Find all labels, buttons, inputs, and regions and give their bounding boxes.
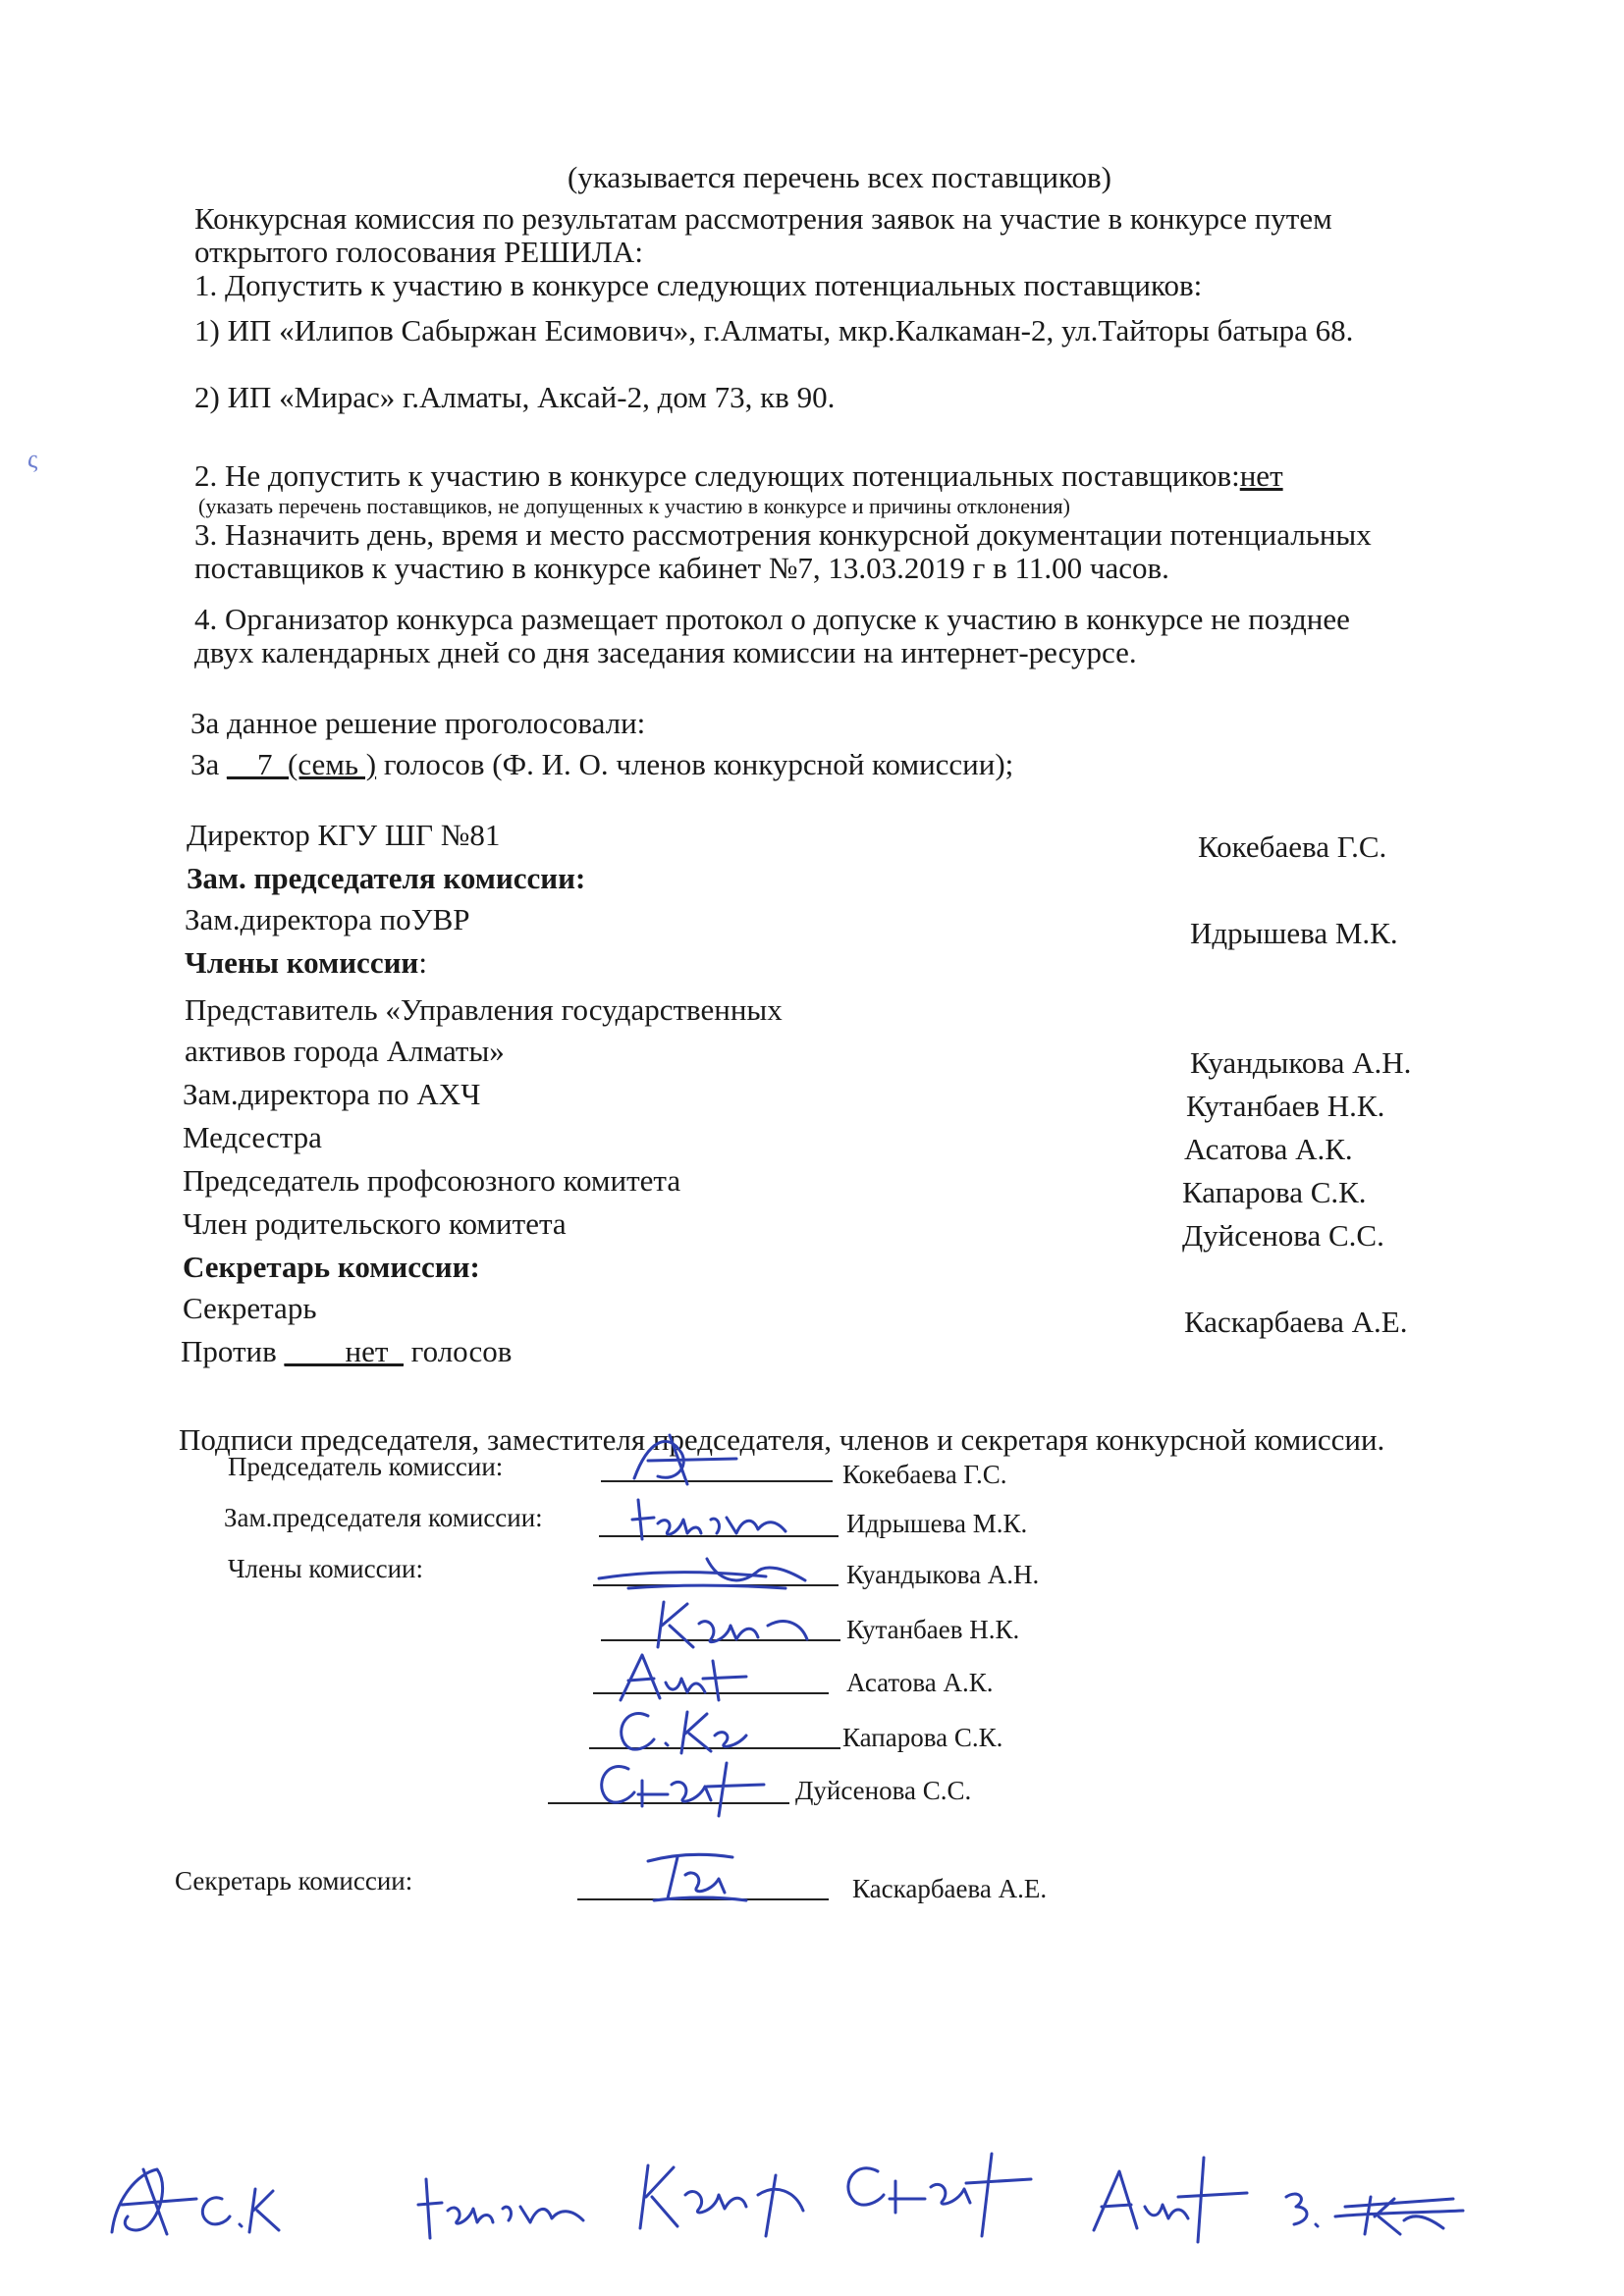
secretary-position: Секретарь <box>183 1291 317 1325</box>
member-1-position-line-1: Представитель «Управления государственных <box>185 992 783 1027</box>
bottom-initials-signature-3 <box>628 2156 825 2244</box>
sig-member-2-name: Кутанбаев Н.К. <box>846 1615 1020 1644</box>
chair-signature <box>628 1431 746 1490</box>
member-4-name: Капарова С.К. <box>1182 1175 1367 1209</box>
sig-member-4-name: Капарова С.К. <box>842 1723 1003 1752</box>
members-heading: Члены комиссии <box>185 945 419 980</box>
against-suffix: голосов <box>403 1334 513 1368</box>
vote-for-prefix: За <box>190 747 228 781</box>
member-1-position-line-2: активов города Алматы» <box>185 1034 505 1068</box>
chair-position: Директор КГУ ШГ №81 <box>187 818 501 852</box>
margin-mark: ς <box>27 445 38 473</box>
item-1-title: 1. Допустить к участию в конкурсе следующих потенциальных поставщиков: <box>194 268 1203 302</box>
chair-name: Кокебаева Г.С. <box>1198 829 1387 864</box>
member-4-position: Председатель профсоюзного комитета <box>183 1163 681 1198</box>
bottom-initials-signature-1 <box>98 2160 295 2248</box>
member-3-position: Медсестра <box>183 1120 322 1154</box>
sig-chair-label: Председатель комиссии: <box>228 1452 504 1481</box>
item-4-line-1: 4. Организатор конкурса размещает протокол о допуске к участию в конкурсе не позднее <box>194 602 1350 636</box>
deputy-position: Зам.директора поУВР <box>185 902 470 936</box>
item-3-line-1: 3. Назначить день, время и место рассмотрения конкурсной документации потенциальных <box>194 517 1372 552</box>
sig-chair-name: Кокебаева Г.С. <box>842 1460 1007 1489</box>
sig-member-3-name: Асатова А.К. <box>846 1668 994 1697</box>
member-2-name: Кутанбаев Н.К. <box>1186 1089 1385 1123</box>
members-heading-line <box>185 944 427 981</box>
sig-secretary-name: Каскарбаева А.Е. <box>852 1874 1048 1903</box>
member-3-name: Асатова А.К. <box>1184 1132 1353 1166</box>
item-2-note: (указать перечень поставщиков, не допущенных к участию в конкурсе и причины отклонения) <box>198 494 1070 518</box>
against-prefix: Против <box>181 1334 285 1368</box>
sig-secretary-label: Секретарь комиссии: <box>175 1866 413 1896</box>
sig-member-5-name: Дуйсенова С.С. <box>795 1776 972 1805</box>
member-5-position: Член родительского комитета <box>183 1206 567 1241</box>
member-5-name: Дуйсенова С.С. <box>1182 1218 1384 1253</box>
vote-title: За данное решение проголосовали: <box>190 706 646 740</box>
secretary-signature <box>638 1847 756 1906</box>
member-3-signature <box>609 1649 766 1708</box>
member-2-position: Зам.директора по АХЧ <box>183 1077 481 1111</box>
member-2-signature <box>648 1596 815 1655</box>
bottom-initials-signature-4 <box>835 2144 1051 2242</box>
sig-member-1-name: Куандыкова А.Н. <box>846 1560 1040 1589</box>
deputy-name: Идрышева М.К. <box>1190 916 1398 950</box>
item-3-line-2: поставщиков к участию в конкурсе кабинет №7, 13.03.2019 г в 11.00 часов. <box>194 551 1169 585</box>
member-4-signature <box>609 1702 776 1761</box>
item-2-line <box>194 457 1283 494</box>
bottom-initials-signature-2 <box>412 2169 599 2248</box>
against-line <box>181 1333 512 1369</box>
bottom-initials-signature-6 <box>1276 2177 1473 2246</box>
vote-for-suffix: голосов (Ф. И. О. членов конкурсной комиссии); <box>376 747 1014 781</box>
deputy-signature <box>628 1490 805 1549</box>
member-5-signature <box>589 1755 785 1824</box>
vote-for-count: __7_(семь ) <box>227 747 377 781</box>
item-4-line-2: двух календарных дней со дня заседания комиссии на интернет-ресурсе. <box>194 635 1137 669</box>
intro-line-2: открытого голосования РЕШИЛА: <box>194 235 643 269</box>
secretary-name: Каскарбаева А.Е. <box>1184 1305 1408 1339</box>
member-1-name: Куандыкова А.Н. <box>1190 1045 1412 1080</box>
item-2-prefix: 2. Не допустить к участию в конкурсе следующих потенциальных поставщиков: <box>194 458 1240 493</box>
sig-deputy-name: Идрышева М.К. <box>846 1509 1028 1538</box>
intro-line-1: Конкурсная комиссия по результатам рассмотрения заявок на участие в конкурсе путем <box>194 201 1332 236</box>
vote-for-line <box>190 746 1013 782</box>
against-value: ____нет_ <box>284 1334 404 1368</box>
deputy-heading: Зам. председателя комиссии: <box>187 861 586 895</box>
signatures-title: Подписи председателя, заместителя председателя, членов и секретаря конкурсной комиссии. <box>179 1422 1385 1457</box>
supplier-2: 2) ИП «Мирас» г.Алматы, Аксай-2, дом 73, кв 90. <box>194 380 836 414</box>
bottom-initials-signature-5 <box>1080 2148 1276 2246</box>
supplier-1: 1) ИП «Илипов Сабыржан Есимович», г.Алматы, мкр.Калкаман-2, ул.Тайторы батыра 68. <box>194 313 1354 347</box>
header-note: (указывается перечень всех поставщиков) <box>568 160 1111 194</box>
members-heading-colon: : <box>418 945 427 980</box>
sig-deputy-label: Зам.председателя комиссии: <box>224 1503 543 1532</box>
sig-members-label: Члены комиссии: <box>228 1554 423 1583</box>
item-2-value: нет <box>1239 458 1283 493</box>
member-1-signature <box>589 1549 825 1598</box>
secretary-heading: Секретарь комиссии: <box>183 1250 480 1284</box>
